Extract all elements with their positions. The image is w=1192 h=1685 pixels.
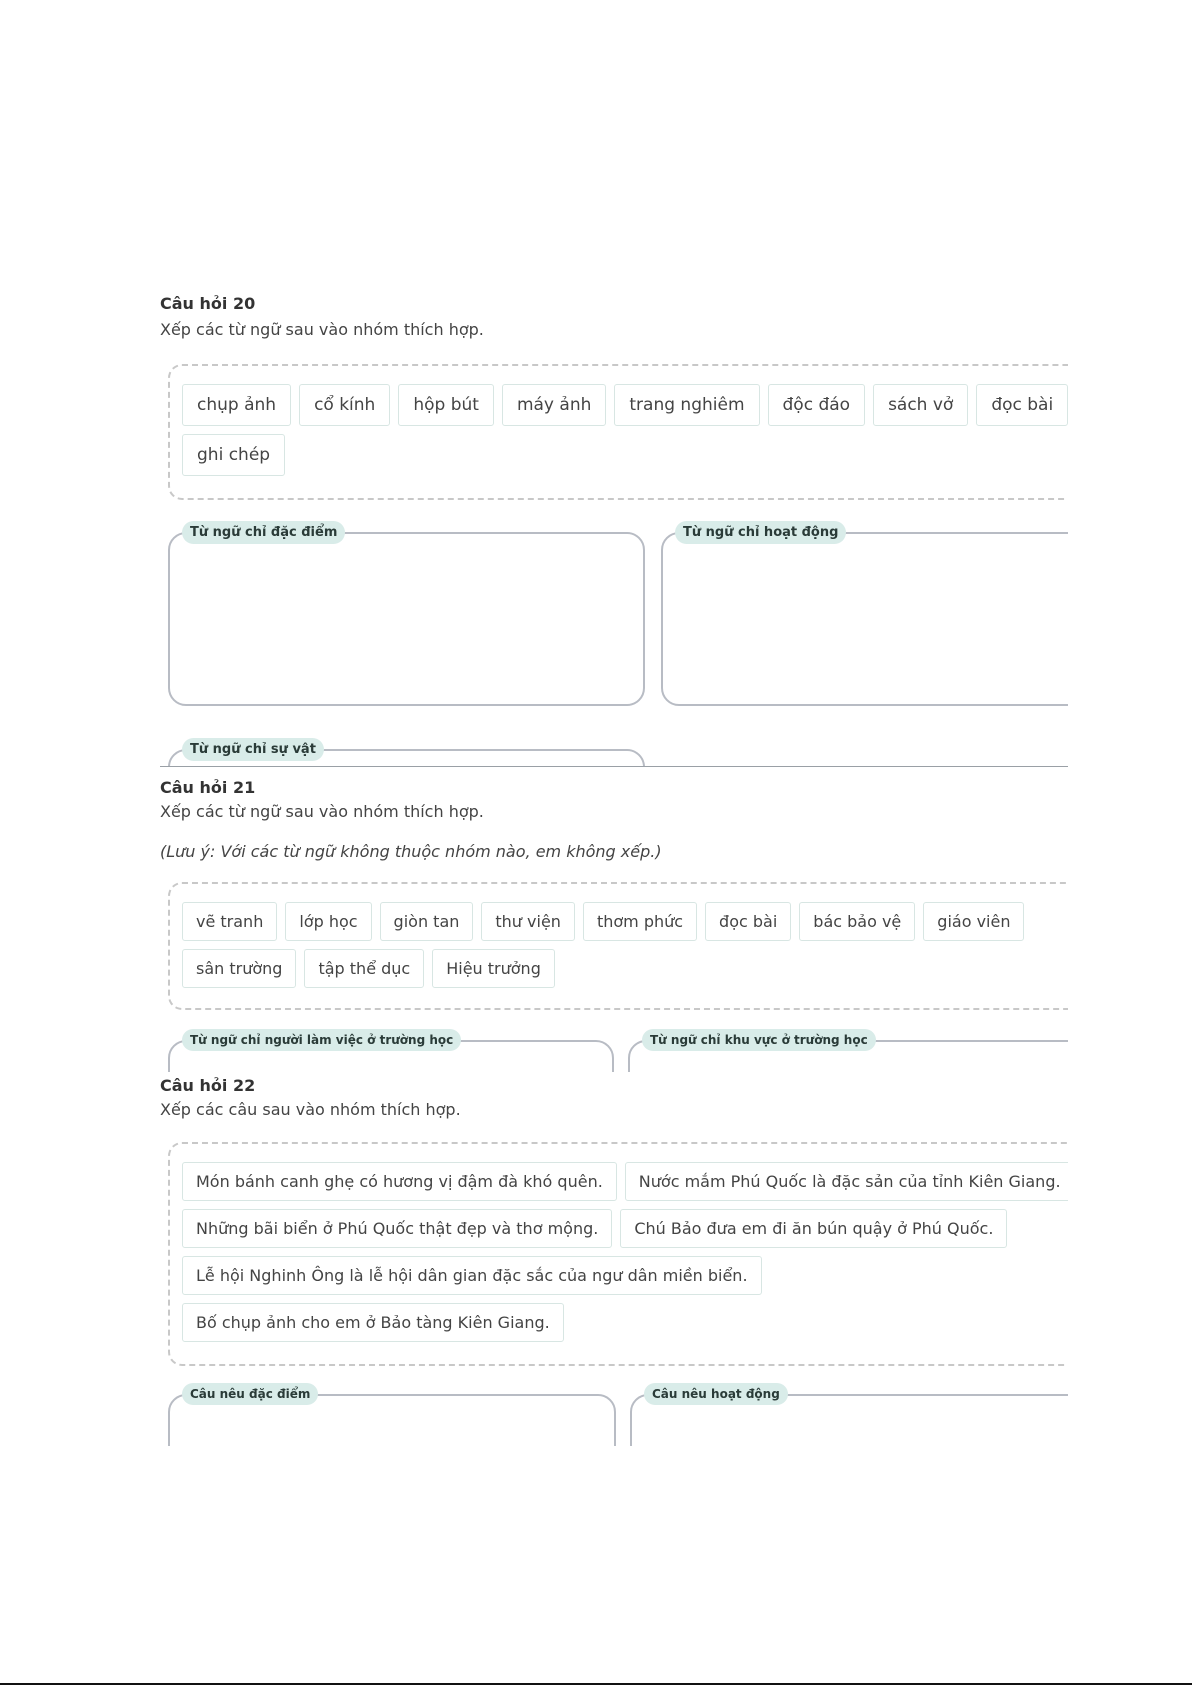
sentence-chip[interactable]: Lễ hội Nghinh Ông là lễ hội dân gian đặc sắc của ngư dân miền biển.	[182, 1256, 762, 1295]
question-title: Câu hỏi 21	[160, 778, 256, 797]
word-chip[interactable]: giáo viên	[923, 902, 1024, 941]
question-title: Câu hỏi 22	[160, 1076, 256, 1095]
question-instruction: Xếp các từ ngữ sau vào nhóm thích hợp.	[160, 802, 484, 821]
word-chip[interactable]: hộp bút	[398, 384, 494, 426]
drop-zone-activity-sentences[interactable]	[630, 1387, 1068, 1446]
group-label: Từ ngữ chỉ người làm việc ở trường học	[182, 1029, 461, 1051]
drop-zone-characteristics[interactable]	[168, 525, 645, 706]
question-note: (Lưu ý: Với các từ ngữ không thuộc nhóm nào, em không xếp.)	[160, 842, 662, 861]
word-chip[interactable]: cổ kính	[299, 384, 390, 426]
word-chip[interactable]: thơm phức	[583, 902, 697, 941]
drop-zone-school-staff[interactable]	[168, 1033, 614, 1072]
word-chip[interactable]: đọc bài	[705, 902, 791, 941]
sentence-chip[interactable]: Chú Bảo đưa em đi ăn bún quậy ở Phú Quốc.	[620, 1209, 1007, 1248]
section-divider	[160, 766, 1068, 767]
word-chip[interactable]: thư viện	[481, 902, 575, 941]
group-label: Câu nêu hoạt động	[644, 1383, 788, 1405]
word-chip[interactable]: đọc bài	[976, 384, 1068, 426]
question-title: Câu hỏi 20	[160, 294, 256, 313]
word-chip[interactable]: sách vở	[873, 384, 968, 426]
sentence-pool[interactable]	[168, 1142, 1068, 1366]
word-chip[interactable]: bác bảo vệ	[799, 902, 915, 941]
group-label: Từ ngữ chỉ sự vật	[182, 738, 324, 761]
sentence-chip[interactable]: Nước mắm Phú Quốc là đặc sản của tỉnh Kiên Giang.	[625, 1162, 1068, 1201]
drop-zone-characteristic-sentences[interactable]	[168, 1387, 616, 1446]
group-label: Câu nêu đặc điểm	[182, 1383, 318, 1405]
question-instruction: Xếp các câu sau vào nhóm thích hợp.	[160, 1100, 461, 1119]
word-chip[interactable]: lớp học	[285, 902, 371, 941]
word-chip[interactable]: giòn tan	[380, 902, 474, 941]
group-label: Từ ngữ chỉ khu vực ở trường học	[642, 1029, 876, 1051]
word-chip[interactable]: ghi chép	[182, 434, 285, 476]
word-chip[interactable]: chụp ảnh	[182, 384, 291, 426]
drop-zone-school-areas[interactable]	[628, 1033, 1068, 1072]
word-pool[interactable]	[168, 882, 1068, 1010]
question-instruction: Xếp các từ ngữ sau vào nhóm thích hợp.	[160, 320, 484, 339]
word-chip[interactable]: tập thể dục	[304, 949, 424, 988]
group-label: Từ ngữ chỉ đặc điểm	[182, 521, 345, 544]
sentence-chip[interactable]: Món bánh canh ghẹ có hương vị đậm đà khó quên.	[182, 1162, 617, 1201]
word-chip[interactable]: sân trường	[182, 949, 296, 988]
word-chip[interactable]: độc đáo	[768, 384, 866, 426]
drop-zone-activities[interactable]	[661, 525, 1068, 706]
question-20	[160, 294, 1068, 766]
group-label: Từ ngữ chỉ hoạt động	[675, 521, 846, 544]
drop-zone-objects[interactable]	[168, 742, 645, 766]
word-chip[interactable]: Hiệu trưởng	[432, 949, 555, 988]
question-21	[160, 778, 1068, 1072]
word-pool[interactable]	[168, 364, 1068, 500]
word-chip[interactable]: máy ảnh	[502, 384, 606, 426]
word-chip[interactable]: vẽ tranh	[182, 902, 277, 941]
sentence-chip[interactable]: Những bãi biển ở Phú Quốc thật đẹp và thơ mộng.	[182, 1209, 612, 1248]
word-chip[interactable]: trang nghiêm	[614, 384, 759, 426]
sentence-chip[interactable]: Bố chụp ảnh cho em ở Bảo tàng Kiên Giang.	[182, 1303, 564, 1342]
question-22	[160, 1076, 1068, 1446]
